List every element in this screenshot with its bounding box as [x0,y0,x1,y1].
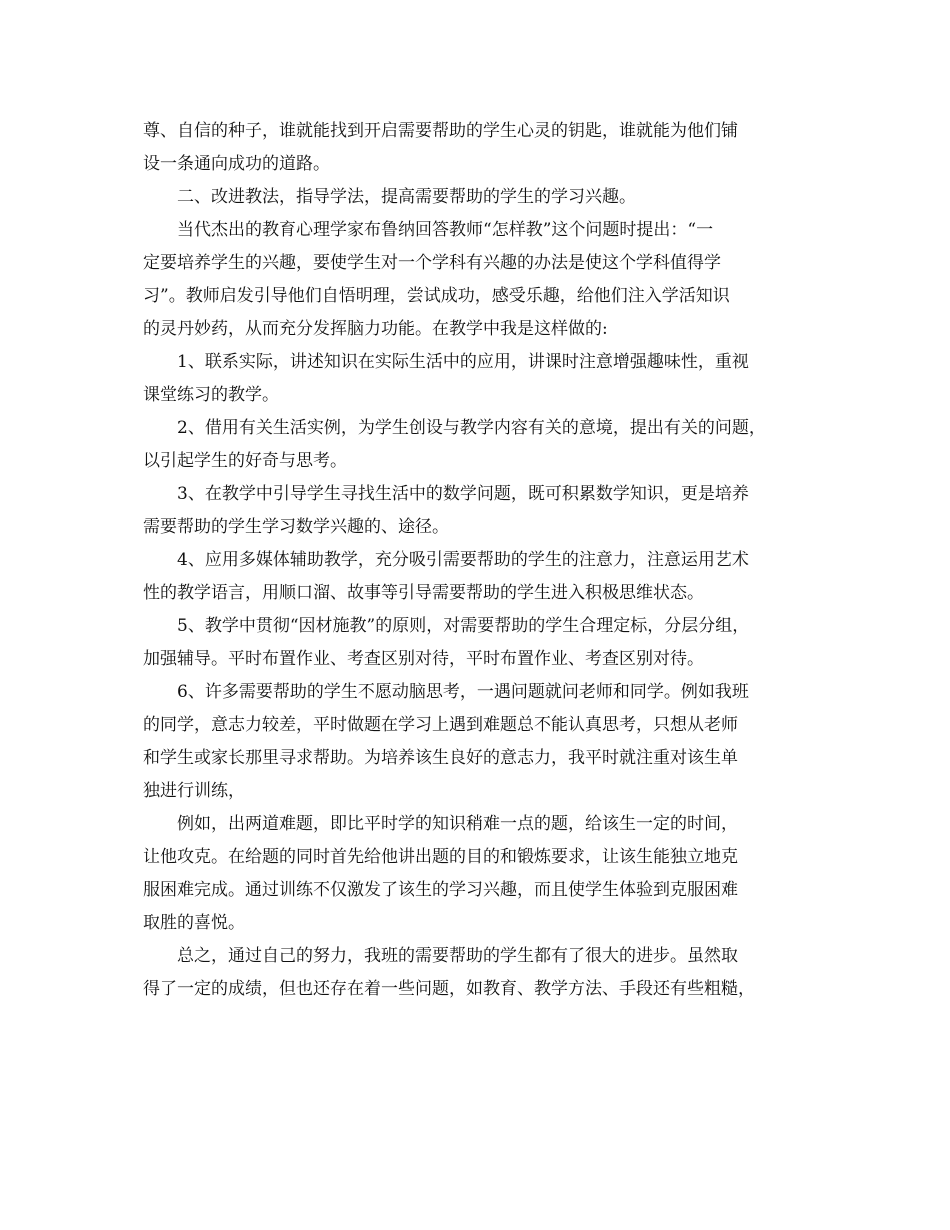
text-line: 的同学，意志力较差，平时做题在学习上遇到难题总不能认真思考，只想从老师 [143,715,738,735]
text-line: 服困难完成。通过训练不仅激发了该生的学习兴趣，而且使学生体验到克服困难 [143,880,738,900]
text-line: 得了一定的成绩，但也还存在着一些问题，如教育、教学方法、手段还有些粗糙， [143,979,755,999]
text-line: 尊、自信的种子，谁就能找到开启需要帮助的学生心灵的钥匙，谁就能为他们铺 [143,121,738,141]
text-line: 和学生或家长那里寻求帮助。为培养该生良好的意志力，我平时就注重对该生单 [143,748,738,768]
text-line: 二、改进教法，指导学法，提高需要帮助的学生的学习兴趣。 [177,187,636,207]
text-line: 的灵丹妙药，从而充分发挥脑力功能。在教学中我是这样做的: [143,319,608,339]
text-line: 例如，出两道难题，即比平时学的知识稍难一点的题，给该生一定的时间， [177,814,738,834]
text-line: 1、联系实际，讲述知识在实际生活中的应用，讲课时注意增强趣味性，重视 [177,352,749,372]
text-line: 3、在教学中引导学生寻找生活中的数学问题，既可积累数学知识，更是培养 [177,484,749,504]
text-line: 2、借用有关生活实例，为学生创设与教学内容有关的意境，提出有关的问题， [177,418,766,438]
text-line: 需要帮助的学生学习数学兴趣的、途径。 [143,517,449,537]
text-line: 当代杰出的教育心理学家布鲁纳回答教师“怎样教”这个问题时提出：“一 [177,220,714,240]
text-line: 习”。教师启发引导他们自悟明理，尝试成功，感受乐趣，给他们注入学活知识 [143,286,730,306]
text-line: 加强辅导。平时布置作业、考查区别对待，平时布置作业、考查区别对待。 [143,649,704,669]
text-line: 以引起学生的好奇与思考。 [143,451,347,471]
text-line: 设一条通向成功的道路。 [143,154,330,174]
text-line: 课堂练习的教学。 [143,385,279,405]
text-line: 5、教学中贯彻“因材施教”的原则，对需要帮助的学生合理定标，分层分组， [177,616,750,636]
text-line: 4、应用多媒体辅助教学，充分吸引需要帮助的学生的注意力，注意运用艺术 [177,550,749,570]
text-line: 性的教学语言，用顺口溜、故事等引导需要帮助的学生进入积极思维状态。 [143,583,704,603]
text-line: 让他攻克。在给题的同时首先给他讲出题的目的和锻炼要求，让该生能独立地克 [143,847,738,867]
text-line: 总之，通过自己的努力，我班的需要帮助的学生都有了很大的进步。虽然取 [177,946,738,966]
text-line: 6、许多需要帮助的学生不愿动脑思考，一遇问题就问老师和同学。例如我班 [177,682,749,702]
document-body [143,115,813,1006]
text-line: 取胜的喜悦。 [143,913,245,933]
text-line: 定要培养学生的兴趣，要使学生对一个学科有兴趣的办法是使这个学科值得学 [143,253,721,273]
text-line: 独进行训练， [143,781,245,801]
